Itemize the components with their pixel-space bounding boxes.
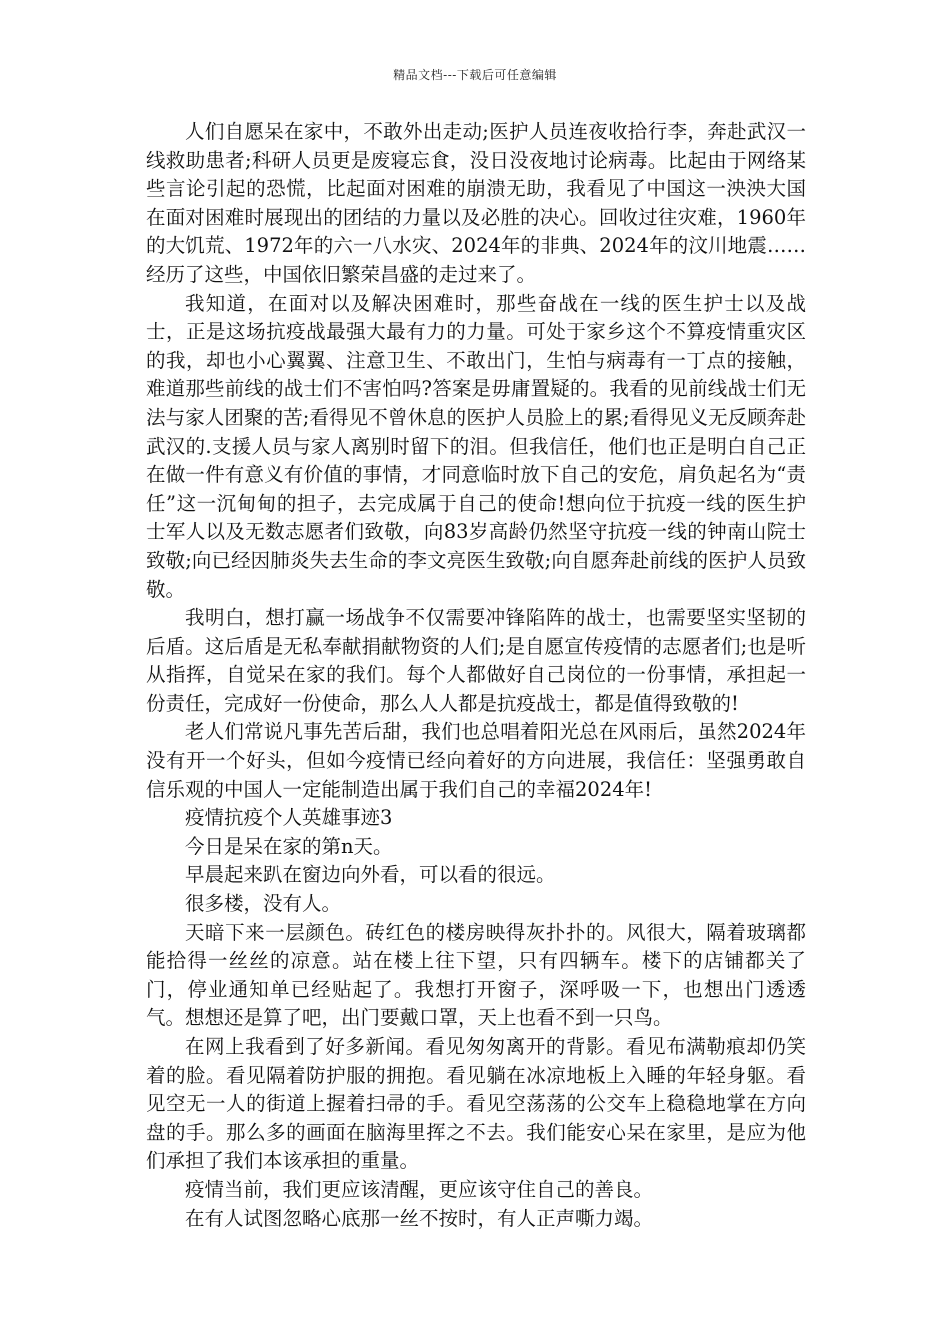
paragraph: 人们自愿呆在家中，不敢外出走动;医护人员连夜收拾行李，奔赴武汉一线救助患者;科研人员更是废寝忘食，没日没夜地讨论病毒。比起由于网络某些言论引起的恐慌，比起面对困难的崩溃无助，我看见了中国这一泱泱大国在面对困难时展现出的团结的力量以及必胜的决心。回收过往灾难，1960年的大饥荒、1972年的六一八水灾、2024年的非典、2024年的汶川地震……经历了这些，中国依旧繁荣昌盛的走过来了。 <box>146 120 806 286</box>
section-title: 疫情抗疫个人英雄事迹3 <box>185 806 393 830</box>
paragraph: 我知道，在面对以及解决困难时，那些奋战在一线的医生护士以及战士，正是这场抗疫战最强大最有力的力量。可处于家乡这个不算疫情重灾区的我，却也小心翼翼、注意卫生、不敢出门，生怕与病毒有一丁点的接触，难道那些前线的战士们不害怕吗?答案是毋庸置疑的。我看的见前线战士们无法与家人团聚的苦;看得见不曾休息的医护人员脸上的累;看得见义无反顾奔赴武汉的.支援人员与家人离别时留下的泪。但我信任，他们也正是明白自己正在做一件有意义有价值的事情，才同意临时放下自己的安危，肩负起名为“责任”这一沉甸甸的担子，去完成属于自己的使命!想向位于抗疫一线的医生护士军人以及无数志愿者们致敬，向83岁高龄仍然坚守抗疫一线的钟南山院士致敬;向已经因肺炎失去生命的李文亮医生致敬;向自愿奔赴前线的医护人员致敬。 <box>146 291 806 601</box>
paragraph: 天暗下来一层颜色。砖红色的楼房映得灰扑扑的。风很大，隔着玻璃都能拾得一丝丝的凉意。站在楼上往下望，只有四辆车。楼下的店铺都关了门，停业通知单已经贴起了。我想打开窗子，深呼吸一下，也想出门透透气。想想还是算了吧，出门要戴口罩，天上也看不到一只鸟。 <box>146 920 806 1030</box>
document-body <box>146 118 806 1233</box>
paragraph: 疫情当前，我们更应该清醒，更应该守住自己的善良。 <box>185 1177 654 1201</box>
paragraph: 老人们常说凡事先苦后甜，我们也总唱着阳光总在风雨后，虽然2024年没有开一个好头，但如今疫情已经向着好的方向进展，我信任：坚强勇敢自信乐观的中国人一定能制造出属于我们自己的幸福2024年! <box>146 720 806 801</box>
paragraph: 很多楼，没有人。 <box>185 892 342 916</box>
page-header: 精品文档---下载后可任意编辑 <box>393 68 557 82</box>
paragraph: 今日是呆在家的第n天。 <box>185 834 393 858</box>
paragraph: 早晨起来趴在窗边向外看，可以看的很远。 <box>185 863 556 887</box>
paragraph: 在有人试图忽略心底那一丝不按时，有人正声嘶力竭。 <box>185 1206 654 1230</box>
paragraph: 我明白，想打赢一场战争不仅需要冲锋陷阵的战士，也需要坚实坚韧的后盾。这后盾是无私奉献捐献物资的人们;是自愿宣传疫情的志愿者们;也是听从指挥，自觉呆在家的我们。每个人都做好自己岗位的一份事情，承担起一份责任，完成好一份使命，那么人人都是抗疫战士，都是值得致敬的! <box>146 606 806 715</box>
paragraph: 在网上我看到了好多新闻。看见匆匆离开的背影。看见布满勒痕却仍笑着的脸。看见隔着防护服的拥抱。看见躺在冰凉地板上入睡的年轻身躯。看见空无一人的街道上握着扫帚的手。看见空荡荡的公交车上稳稳地掌在方向盘的手。那么多的画面在脑海里挥之不去。我们能安心呆在家里，是应为他们承担了我们本该承担的重量。 <box>146 1035 806 1173</box>
